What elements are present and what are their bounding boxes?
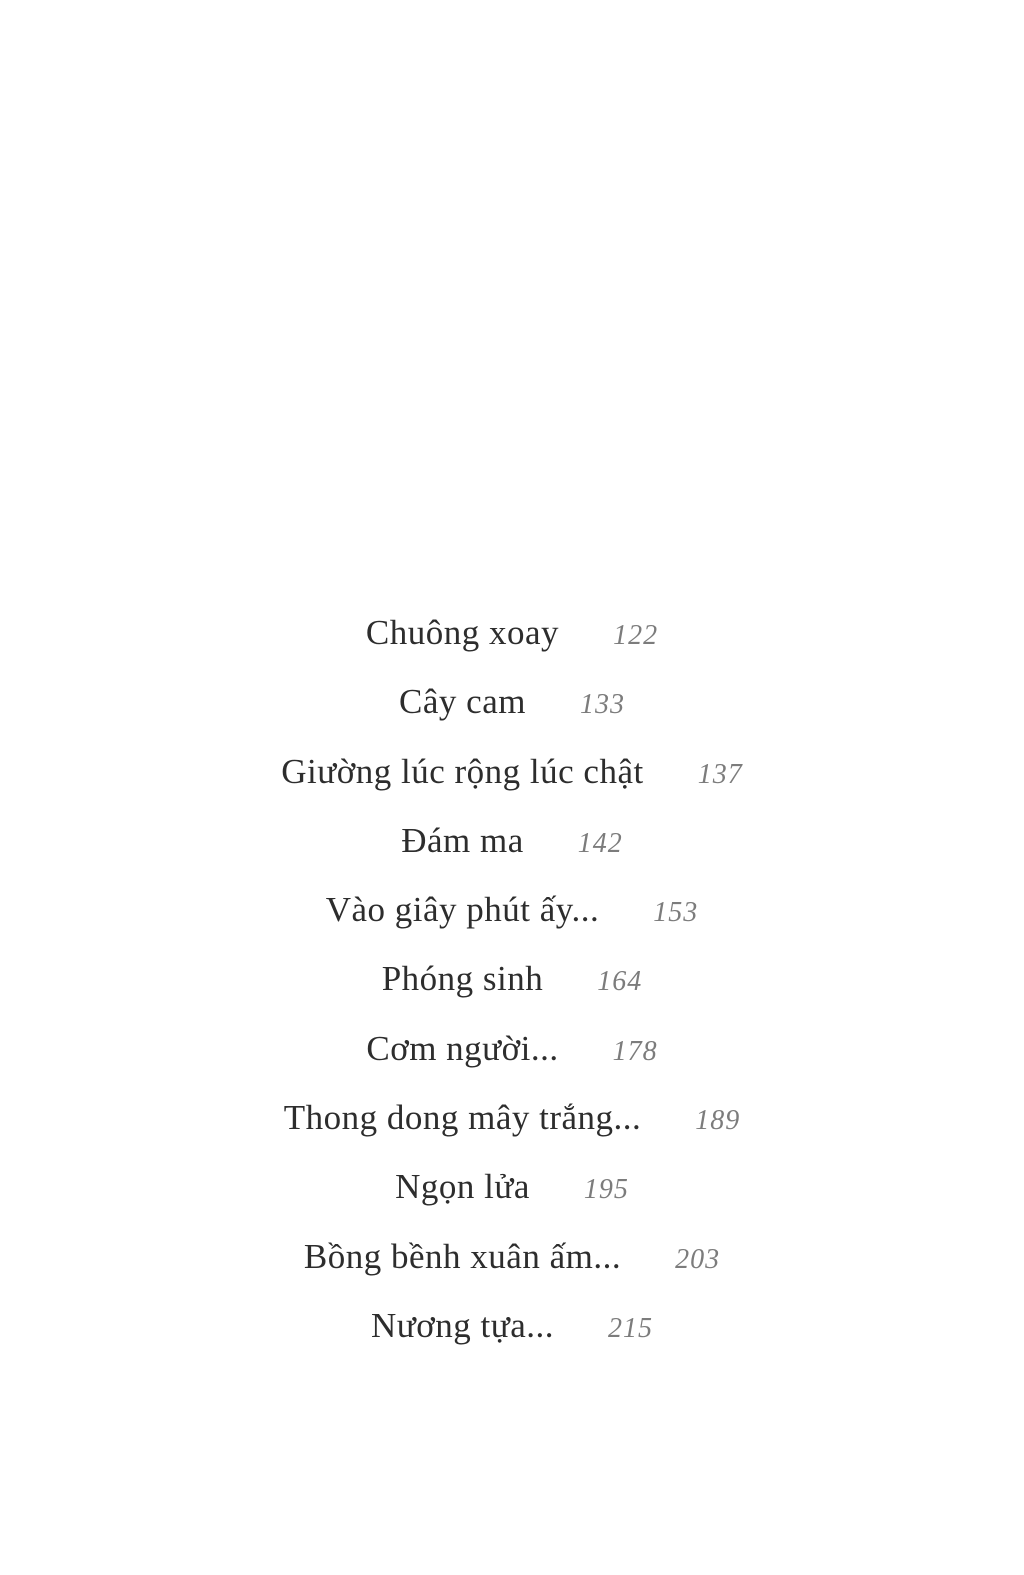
toc-entry-page-number: 137: [697, 758, 743, 790]
toc-entry-title: Chuông xoay: [365, 613, 560, 652]
toc-entry: [0, 892, 1024, 961]
toc-entry-title: Bồng bềnh xuân ấm...: [303, 1236, 622, 1276]
toc-entry-page-number: 122: [613, 620, 659, 651]
toc-entry: [0, 751, 1024, 823]
toc-entry: [0, 820, 1024, 892]
table-of-contents: [0, 615, 1024, 1377]
toc-entry: [0, 1169, 1024, 1238]
toc-entry-page-number: 142: [577, 827, 623, 859]
toc-entry-title: Phóng sinh: [381, 959, 544, 999]
toc-entry-page-number: 178: [612, 1035, 658, 1067]
toc-entry-title: Ngọn lửa: [395, 1167, 530, 1207]
toc-entry-page-number: 133: [579, 689, 625, 721]
toc-entry-title: Thong dong mây trắng...: [283, 1098, 642, 1138]
toc-entry: [0, 1100, 1024, 1169]
toc-entry-page-number: 189: [695, 1105, 741, 1137]
toc-entry: [0, 1028, 1024, 1100]
toc-entry: [0, 1305, 1024, 1377]
toc-entry-title: Cây cam: [399, 682, 526, 722]
toc-entry-title: Đám ma: [401, 820, 524, 860]
toc-entry: [0, 684, 1024, 753]
toc-entry-page-number: 203: [675, 1243, 721, 1275]
toc-entry-page-number: 215: [607, 1312, 653, 1344]
toc-entry-title: Vào giây phút ấy...: [325, 890, 600, 930]
toc-entry: [0, 961, 1024, 1030]
toc-entry-title: Cơm người...: [366, 1028, 559, 1068]
toc-entry-page-number: 195: [583, 1174, 629, 1206]
toc-entry: [0, 615, 1024, 684]
toc-entry: [0, 1236, 1024, 1308]
toc-entry-title: Giường lúc rộng lúc chật: [281, 751, 644, 791]
toc-entry-page-number: 153: [653, 897, 699, 929]
toc-entry-title: Nương tựa...: [371, 1305, 554, 1345]
toc-entry-page-number: 164: [597, 966, 643, 998]
